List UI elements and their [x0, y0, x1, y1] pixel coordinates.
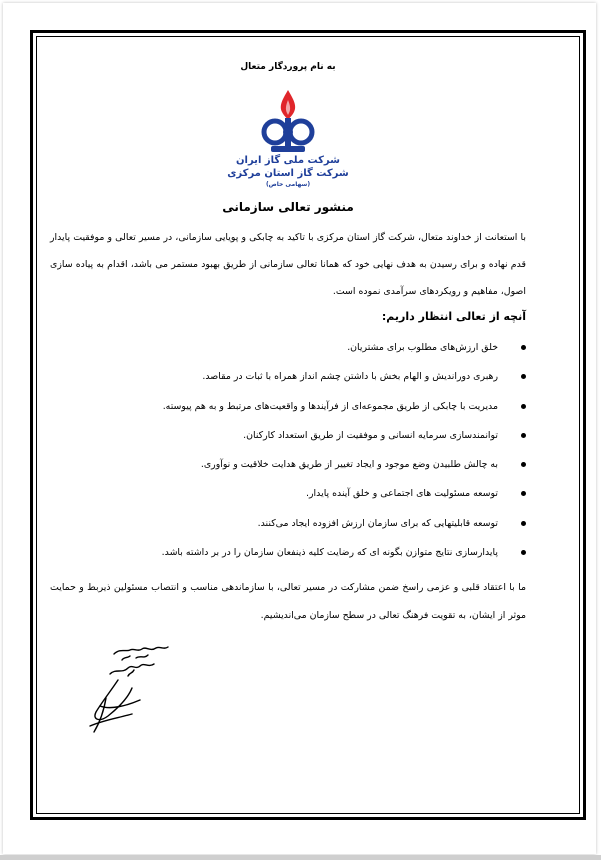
handwritten-signature	[70, 640, 180, 740]
list-item	[50, 543, 526, 572]
document-title: منشور تعالی سازمانی	[222, 200, 354, 214]
list-item-text: توسعه قابلیتهایی که برای سازمان ارزش افزوده ایجاد می‌کنند.	[257, 517, 498, 529]
bullet-icon	[521, 404, 526, 409]
list-item	[50, 514, 526, 543]
list-item	[50, 367, 526, 396]
bullet-icon	[521, 462, 526, 467]
logo-line-1: شرکت ملی گاز ایران	[236, 155, 340, 166]
list-item-text: به چالش طلبیدن وضع موجود و ایجاد تغییر از طریق هدایت خلاقیت و نوآوری.	[200, 459, 498, 471]
list-item	[50, 397, 526, 426]
bismillah-heading: به نام پروردگار متعال	[240, 62, 336, 72]
list-item-text: خلق ارزش‌های مطلوب برای مشتریان.	[347, 342, 498, 353]
list-item-text: توانمندسازی سرمایه انسانی و موفقیت از طریق استعداد کارکنان.	[243, 429, 498, 441]
gas-flame-logo-icon	[255, 88, 321, 158]
list-item-text: پایدارسازی نتایج متوازن بگونه ای که رضایت کلیه ذینفعان سازمان را در بر داشته باشد.	[161, 547, 498, 559]
expectations-list	[50, 338, 526, 572]
list-item-text: توسعه مسئولیت های اجتماعی و خلق آینده پایدار.	[306, 488, 498, 500]
list-item	[50, 455, 526, 484]
logo-line-2: شرکت گاز استان مرکزی	[227, 168, 349, 179]
bullet-icon	[521, 374, 526, 379]
bullet-icon	[521, 521, 526, 526]
closing-paragraph: ما با اعتقاد قلبی و عزمی راسخ ضمن مشارکت در مسیر تعالی، با سازماندهی مناسب و انتصاب مسئولین ذیربط و حمایت موثر از ایشان، به تقویت فرهنگ تعالی در سطح سازمان می‌اندیشیم.	[50, 582, 526, 621]
list-item	[50, 484, 526, 513]
bullet-icon	[521, 345, 526, 350]
viewer-bottom-edge	[0, 855, 601, 860]
list-item-text: مدیریت با چابکی از طریق مجموعه‌ای از فرآیندها و واقعیت‌های مرتبط و به هم پیوسته.	[162, 400, 498, 412]
logo-line-3: (سهامی خاص)	[265, 181, 311, 188]
list-item-text: رهبری دوراندیش و الهام بخش با داشتن چشم انداز همراه با ثبات در مقاصد.	[202, 371, 498, 383]
list-item	[50, 426, 526, 455]
expectations-subheading: آنچه از تعالی انتظار داریم:	[381, 310, 526, 323]
bullet-icon	[521, 550, 526, 555]
list-item	[50, 338, 526, 367]
bullet-icon	[521, 433, 526, 438]
bullet-icon	[521, 491, 526, 496]
intro-paragraph: با استعانت از خداوند متعال، شرکت گاز استان مرکزی با تاکید به چابکی و پویایی سازمانی، در مسیر تعالی و موفقیت پایدار قدم نهاده و برای رسیدن به هدف نهایی خود که همانا تعالی سازمانی از طریق بهبود مستمر می باشد، اقدام به پیاده سازی اصول، مفاهیم و رویکردهای سرآمدی نموده است.	[50, 232, 526, 297]
company-name-block	[50, 154, 526, 189]
